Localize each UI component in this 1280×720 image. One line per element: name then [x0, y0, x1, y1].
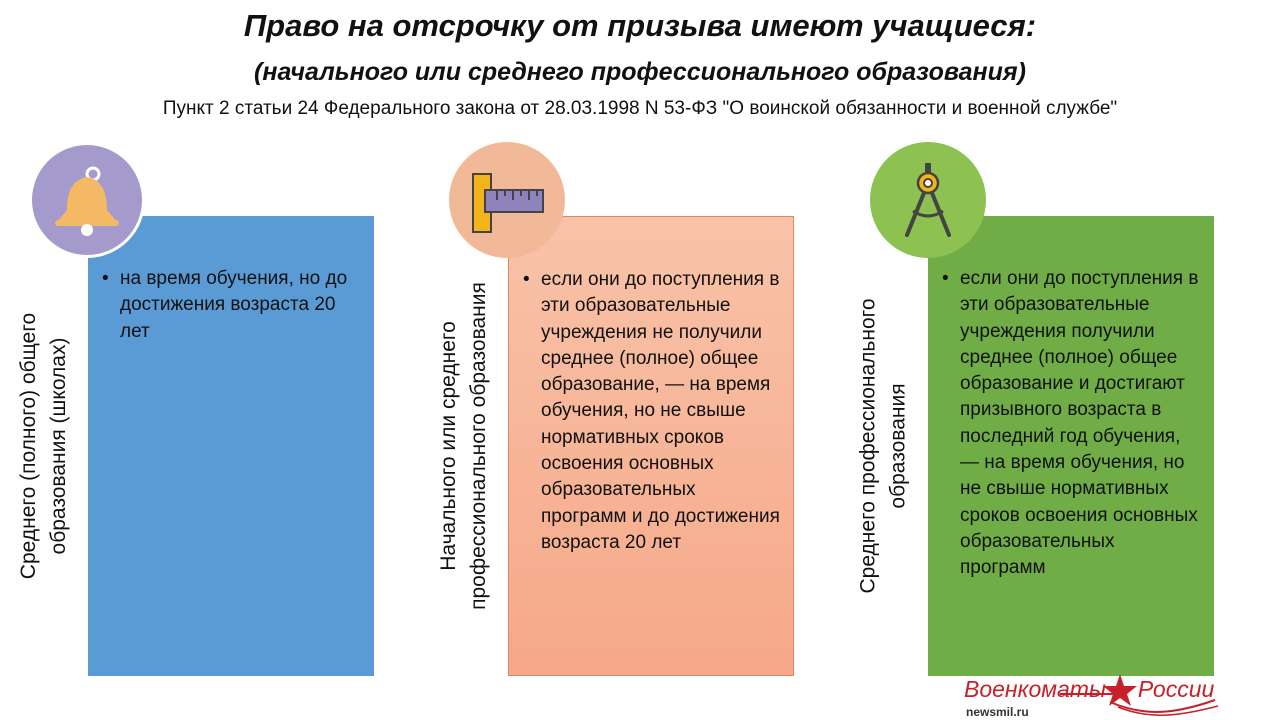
compass-icon — [870, 142, 986, 258]
bullet-text: на время обучения, но до достижения возраста 20 лет — [120, 268, 348, 342]
column-label-line: образования (школах) — [47, 337, 70, 555]
logo-text: Военкоматы России — [964, 676, 1215, 702]
panel-vocational — [508, 216, 794, 676]
bullet-text: если они до поступления в эти образовательные учреждения получили среднее (полное) общее образование и достигают призывного возраста в последний год обучения, — на время обучения, но не свыше нормативных сроков освоения основных образовательных программ — [960, 268, 1199, 579]
voenkomaty-logo — [960, 672, 1230, 720]
column-label-professional — [840, 216, 928, 676]
law-reference: Пункт 2 статьи 24 Федерального закона от 28.03.1998 N 53-ФЗ "О воинской обязанности и военной службе" — [162, 98, 1118, 119]
bell-icon — [29, 142, 145, 258]
column-label-line: Среднего профессионального — [857, 298, 880, 594]
panel-school — [88, 216, 374, 676]
bullet-item: • на время обучения, но до достижения возраста 20 лет — [102, 266, 364, 345]
column-label-line: Начального или среднего — [437, 321, 461, 571]
bullet-item: • если они до поступления в эти образовательные учреждения получили среднее (полное) общее образование и достигают призывного возраста в последний год обучения, — на время обучения, но не свыше нормативных сроков освоения основных образовательных программ — [942, 266, 1204, 582]
logo-site: newsmil.ru — [966, 705, 1029, 719]
page-title: Право на отсрочку от призыва имеют учащиеся: — [243, 8, 1037, 43]
column-label-line: образования — [887, 383, 910, 509]
page-subtitle: (начального или среднего профессионального образования) — [254, 58, 1026, 86]
panel-professional — [928, 216, 1214, 676]
ruler-icon — [449, 142, 565, 258]
column-label-line: Среднего (полного) общего — [17, 312, 40, 580]
column-label-school — [0, 216, 88, 676]
column-label-vocational — [420, 216, 508, 676]
column-label-line: профессионального образования — [467, 282, 491, 610]
bullet-item: • если они до поступления в эти образовательные учреждения не получили среднее (полное) общее образование, — на время обучения, но не свыше нормативных сроков освоения основных образовательных программ и до достижения возраста 20 лет — [523, 267, 783, 556]
bullet-text: если они до поступления в эти образовательные учреждения не получили среднее (полное) общее образование, — на время обучения, но не свыше нормативных сроков освоения основных образовательных программ и до достижения возраста 20 лет — [541, 269, 780, 553]
